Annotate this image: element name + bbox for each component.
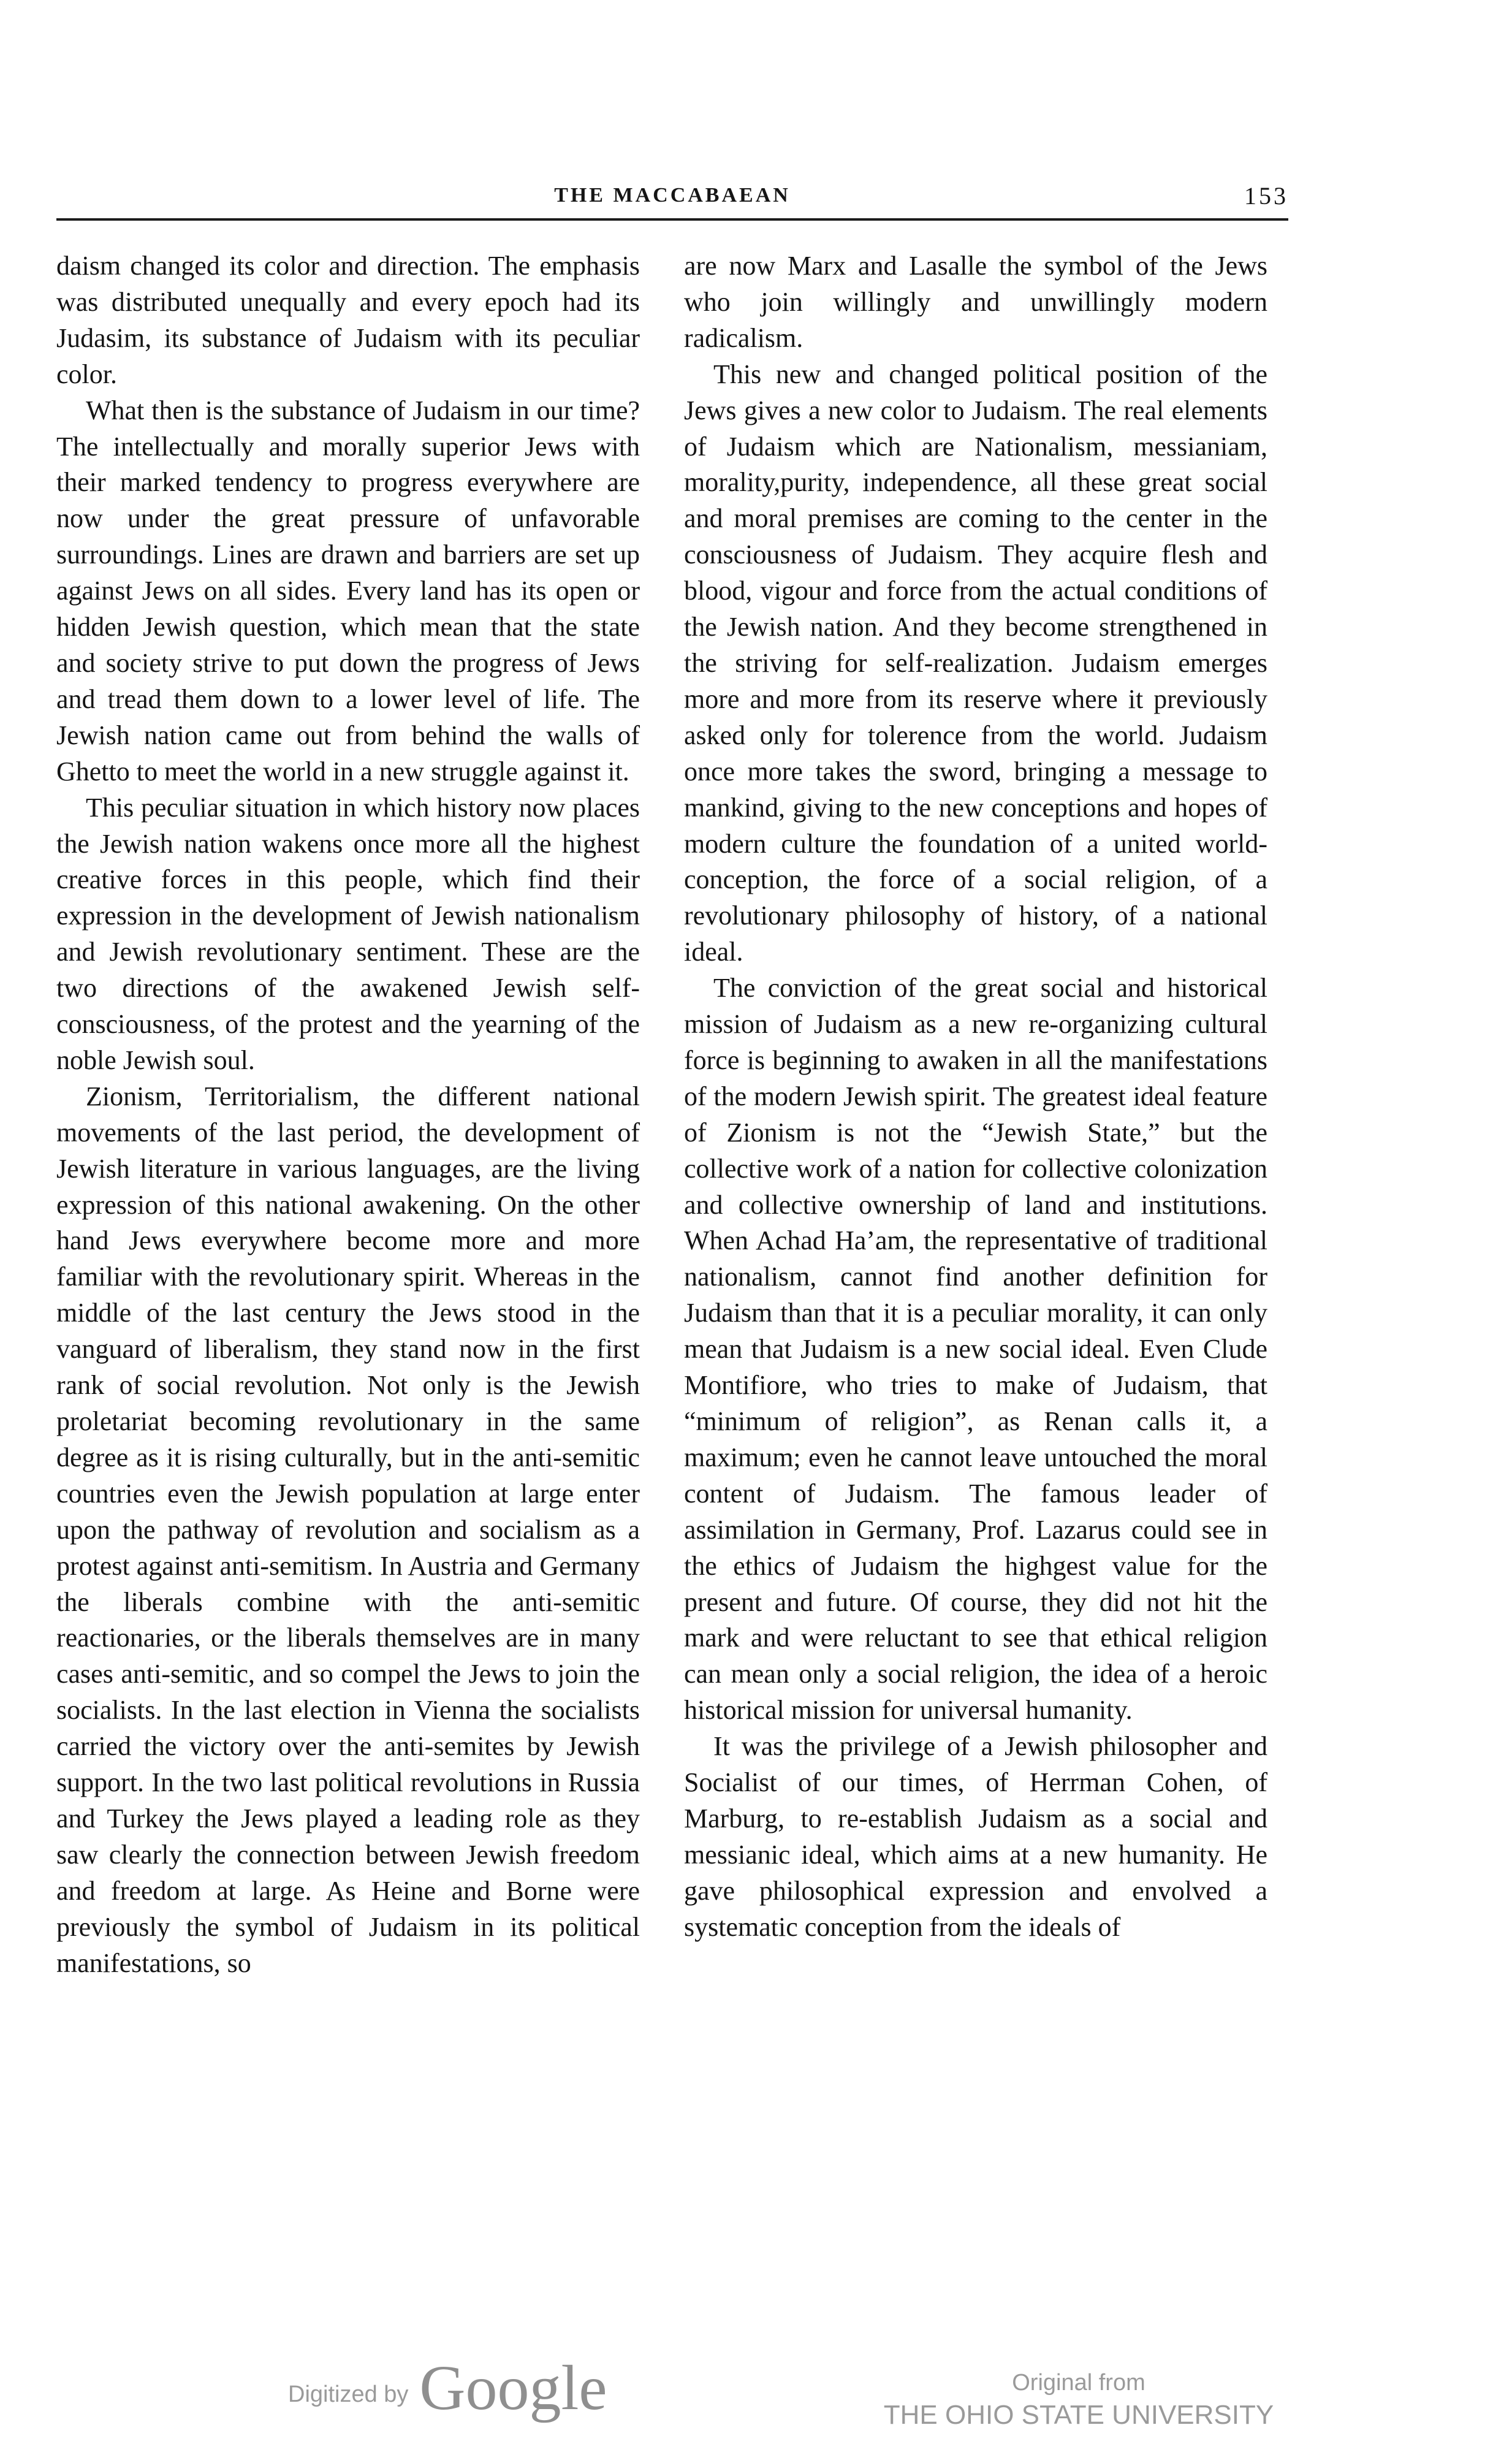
paragraph: daism changed its color and direction. The emphasis was distributed unequally and every epoch had its Judasim, its substance of Judaism with its peculiar color. bbox=[56, 251, 640, 389]
university-name: THE OHIO STATE UNIVERSITY bbox=[883, 2400, 1274, 2430]
running-title: THE MACCABAEAN bbox=[554, 184, 791, 207]
page-header bbox=[56, 181, 1288, 218]
paragraph: What then is the substance of Judaism in our time? The intellectually and morally superior Jews with their marked tendency to progress everywhere are now under the great pressure of unfavorable surroundings. Lines are drawn and barriers are set up against Jews on all sides. Every land has its open or hidden Jewish question, which mean that the state and society strive to put down the progress of Jews and tread them down to a lower level of life. The Jewish nation came out from behind the walls of Ghetto to meet the world in a new struggle against it. bbox=[56, 395, 640, 786]
original-from-label: Original from bbox=[1012, 2370, 1145, 2396]
paragraph: It was the privilege of a Jewish philosopher and Socialist of our times, of Herrman Cohen, of Marburg, to re-establish Judaism as a social and messianic ideal, which aims at a new humanity. He gave philosophical expression and envolved a systematic conception from the ideals of bbox=[684, 1731, 1267, 1942]
paragraph: Zionism, Territorialism, the different national movements of the last period, the development of Jewish literature in various languages, are the living expression of this national awakening. On the other hand Jews everywhere become more and more familiar with the revolutionary spirit. Whereas in the middle of the last century the Jews stood in the vanguard of liberalism, they stand now in the first rank of social revolution. Not only is the Jewish proletariat becoming revolutionary in the same degree as it is rising culturally, but in the anti-semitic countries even the Jewish population at large enter upon the pathway of revolution and socialism as a protest against anti-semitism. In Austria and Germany the liberals combine with the anti-semitic reactionaries, or the liberals themselves are in many cases anti-semitic, and so compel the Jews to join the socialists. In the last election in Vienna the socialists carried the victory over the anti-semites by Jewish support. In the two last political revolutions in Russia and Turkey the Jews played a leading role as they saw clearly the connection between Jewish freedom and freedom at large. As Heine and Borne were previously the symbol of Judaism in its political manifestations, so bbox=[56, 1081, 640, 1978]
paragraph: are now Marx and Lasalle the symbol of the Jews who join willingly and unwillingly modern radicalism. bbox=[684, 251, 1267, 353]
paragraph: This new and changed political position of the Jews gives a new color to Judaism. The real elements of Judaism which are Nationalism, messianiam, morality,purity, independence, all these great social and moral premises are coming to the center in the consciousness of Judaism. They acquire flesh and blood, vigour and force from the actual conditions of the Jewish nation. And they become strengthened in the striving for self-realization. Judaism emerges more and more from its reserve where it previously asked only for tolerence from the world. Judaism once more takes the sword, bringing a message to mankind, giving to the new conceptions and hopes of modern culture the foundation of a united world-conception, the force of a social religion, of a revolutionary philosophy of history, of a national ideal. bbox=[684, 359, 1267, 967]
paragraph: This peculiar situation in which history now places the Jewish nation wakens once more all the highest creative forces in this people, which find their expression in the development of Jewish nationalism and Jewish revolutionary sentiment. These are the two directions of the awakened Jewish self-consciousness, of the protest and the yearning of the noble Jewish soul. bbox=[56, 792, 640, 1075]
left-column bbox=[56, 248, 640, 1982]
paragraph: The conviction of the great social and historical mission of Judaism as a new re-organizing cultural force is beginning to awaken in all the manifestations of the modern Jewish spirit. The greatest ideal feature of Zionism is not the “Jewish State,” but the collective work of a nation for collective colonization and collective ownership of land and institutions. When Achad Ha’am, the representative of traditional nationalism, cannot find another definition for Judaism than that it is a peculiar morality, it can only mean that Judaism is a new social ideal. Even Clude Montifiore, who tries to make of Judaism, that “minimum of religion”, as Renan calls it, a maximum; even he cannot leave untouched the moral content of Judaism. The famous leader of assimilation in Germany, Prof. Lazarus could see in the ethics of Judaism the highgest value for the present and future. Of course, they did not hit the mark and were reluctant to see that ethical religion can mean only a social religion, the idea of a heroic historical mission for universal humanity. bbox=[684, 973, 1267, 1726]
digitized-by-label: Digitized by bbox=[288, 2381, 409, 2407]
digitization-credit bbox=[288, 2348, 607, 2427]
google-logo: Google bbox=[419, 2352, 607, 2423]
header-rule bbox=[56, 218, 1288, 221]
source-credit bbox=[827, 2367, 1330, 2432]
page-number: 153 bbox=[1244, 182, 1288, 210]
right-column bbox=[684, 248, 1267, 1946]
